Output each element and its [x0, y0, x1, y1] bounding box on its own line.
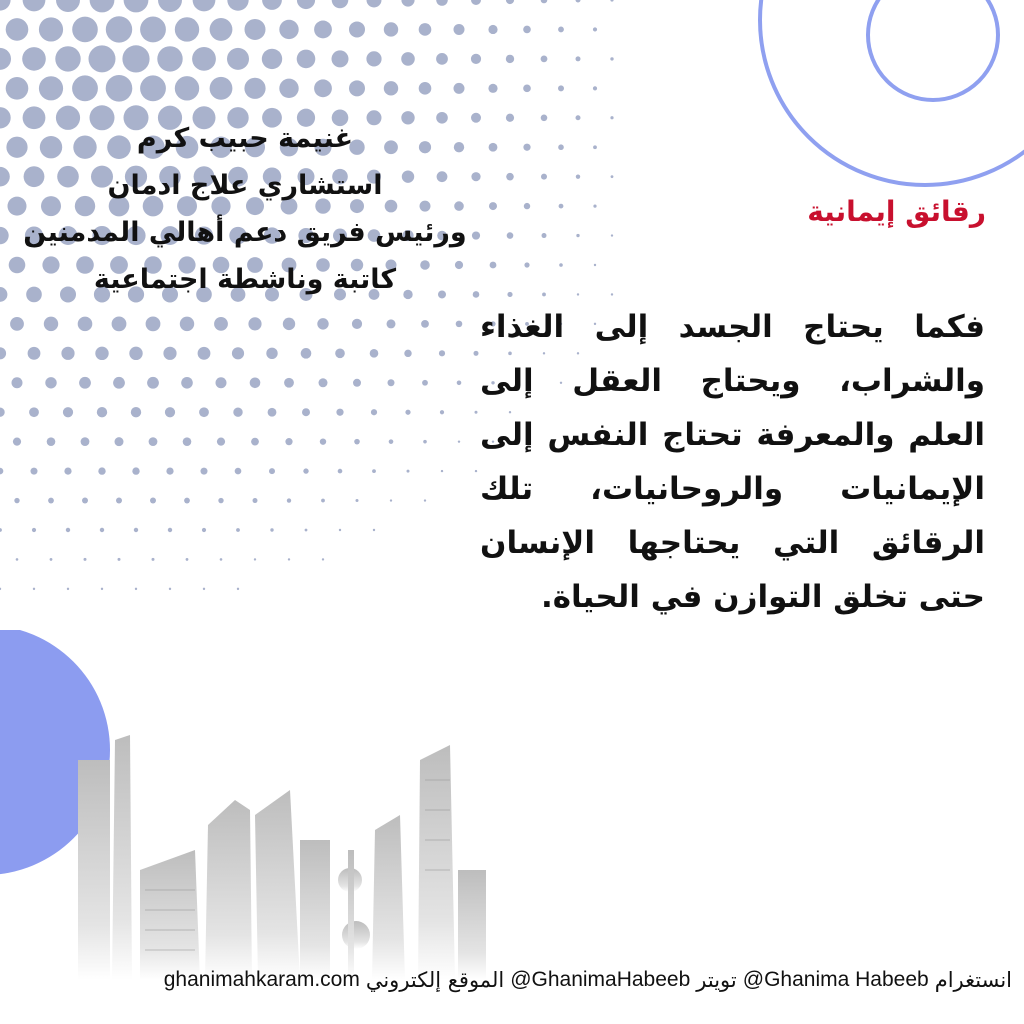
website-label: الموقع إلكتروني	[365, 968, 505, 992]
instagram-label: انستغرام	[934, 968, 1012, 992]
section-title: رقائق إيمانية	[807, 195, 986, 228]
twitter-label: تويتر	[696, 968, 737, 992]
author-role: ورئيس فريق دعم أهالي المدمنين	[23, 217, 467, 248]
body-paragraph: فكما يحتاج الجسد إلى الغذاء والشراب، ويحتاج العقل إلى العلم والمعرفة تحتاج النفس إلى الإيمانيات والروحانيات، تلك الرقائق التي يحتاجها الإنسان حتى تخلق التوازن في الحياة.	[480, 309, 985, 615]
instagram-handle[interactable]: @Ghanima Habeeb	[742, 968, 929, 991]
author-name: غنيمة حبيب كرم	[136, 123, 354, 154]
author-info	[20, 115, 470, 303]
website-link[interactable]: ghanimahkaram.com	[163, 968, 360, 991]
footer-contacts	[164, 968, 1012, 992]
twitter-handle[interactable]: @GhanimaHabeeb	[510, 968, 691, 991]
author-title: استشاري علاج ادمان	[107, 170, 383, 201]
city-skyline-image	[0, 720, 520, 980]
author-description: كاتبة وناشطة اجتماعية	[93, 264, 397, 295]
